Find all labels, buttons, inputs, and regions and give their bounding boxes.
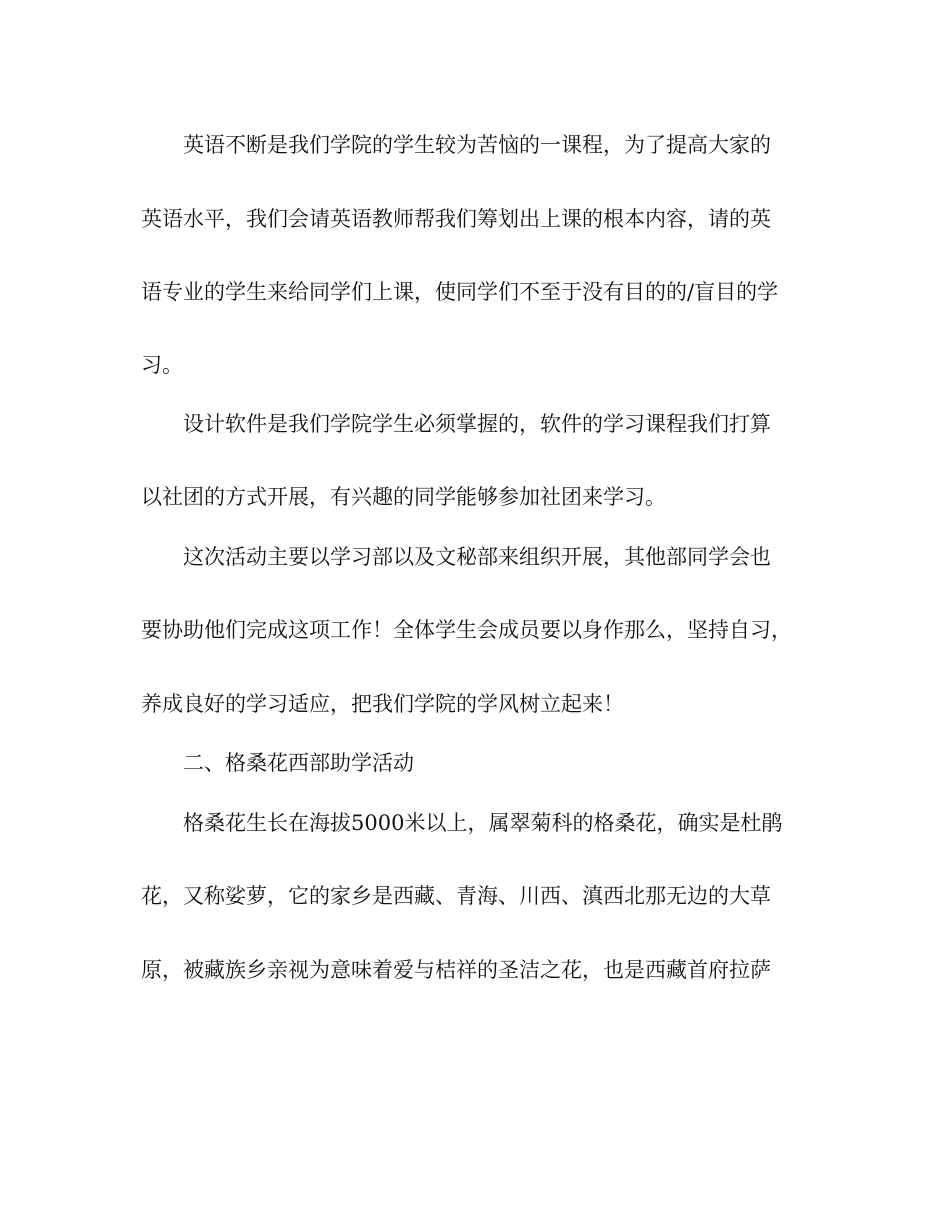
section-heading: 二、格桑花西部助学活动: [183, 751, 414, 775]
paragraph-1-line-2: 英语水平，我们会请英语教师帮我们筹划出上课的根本内容，请的英: [141, 207, 771, 231]
paragraph-4-line-2: 花，又称娑萝，它的家乡是西藏、青海、川西、滇西北那无边的大草: [141, 884, 771, 908]
paragraph-3-line-3: 养成良好的学习适应，把我们学院的学风树立起来！: [141, 692, 624, 716]
paragraph-2-line-2: 以社团的方式开展，有兴趣的同学能够参加社团来学习。: [141, 485, 666, 509]
paragraph-1-line-1: 英语不断是我们学院的学生较为苦恼的一课程，为了提高大家的: [183, 133, 771, 157]
paragraph-4-line-3: 原，被藏族乡亲视为意味着爱与桔祥的圣洁之花，也是西藏首府拉萨: [141, 958, 771, 982]
paragraph-1-line-3: 语专业的学生来给同学们上课，使同学们不至于没有目的的/盲目的学: [141, 280, 779, 304]
paragraph-2-line-1: 设计软件是我们学院学生必须掌握的，软件的学习课程我们打算: [183, 412, 771, 436]
paragraph-1-line-4: 习。: [141, 353, 183, 377]
paragraph-3-line-2: 要协助他们完成这项工作！全体学生会成员要以身作那么，坚持自习，: [141, 618, 792, 642]
paragraph-4-line-1: 格桑花生长在海拔5000米以上，属翠菊科的格桑花，确实是杜鹃: [183, 811, 783, 835]
paragraph-3-line-1: 这次活动主要以学习部以及文秘部来组织开展，其他部同学会也: [183, 545, 771, 569]
